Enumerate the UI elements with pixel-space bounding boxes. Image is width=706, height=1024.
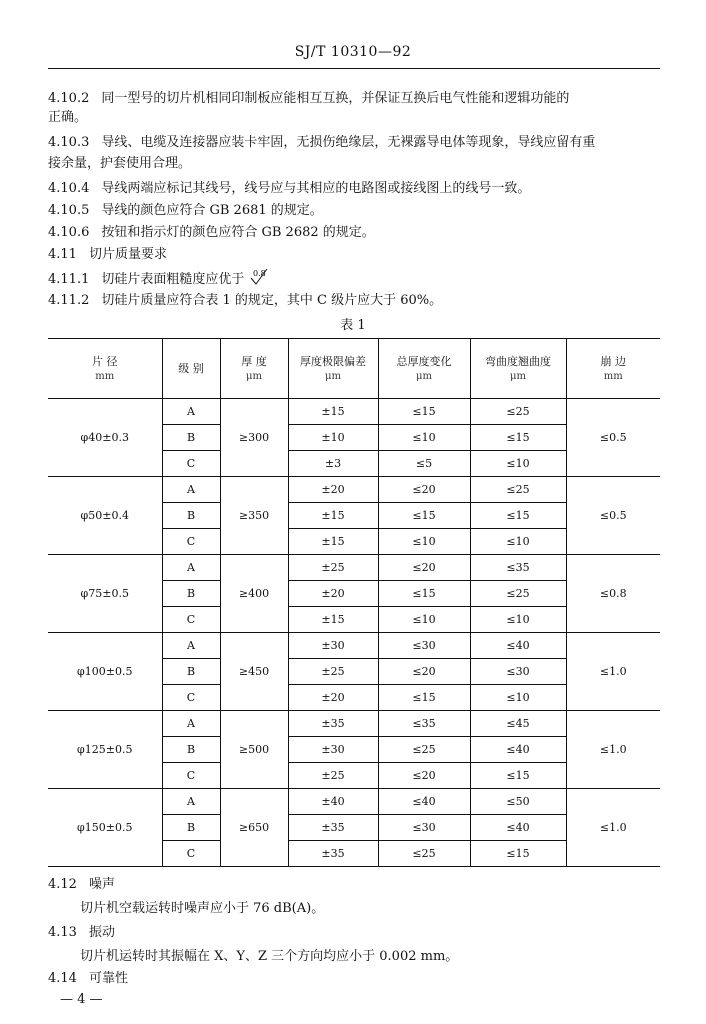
cell-grade: C bbox=[162, 763, 220, 789]
cell-thickness-deviation: ±25 bbox=[288, 555, 378, 581]
cell-total-thickness-variation: ≤40 bbox=[378, 789, 470, 815]
cell-total-thickness-variation: ≤20 bbox=[378, 659, 470, 685]
cell-total-thickness-variation: ≤20 bbox=[378, 763, 470, 789]
clause-title: 噪声 bbox=[88, 877, 115, 892]
cell-edge-chipping: ≤1.0 bbox=[566, 789, 660, 867]
header-rule bbox=[48, 68, 660, 69]
cell-total-thickness-variation: ≤15 bbox=[378, 581, 470, 607]
cell-grade: B bbox=[162, 425, 220, 451]
table-row bbox=[48, 789, 660, 815]
cell-thickness-deviation: ±40 bbox=[288, 789, 378, 815]
cell-bow-warp: ≤10 bbox=[470, 451, 566, 477]
cell-edge-chipping: ≤0.5 bbox=[566, 477, 660, 555]
table-caption: 表 1 bbox=[340, 318, 366, 333]
table-body bbox=[48, 399, 660, 867]
cell-grade: B bbox=[162, 503, 220, 529]
clause-number: 4.10.2 bbox=[48, 91, 90, 106]
clause-4-10-6 bbox=[48, 222, 660, 244]
clause-number: 4.14 bbox=[48, 971, 77, 986]
cell-grade: C bbox=[162, 451, 220, 477]
cell-bow-warp: ≤10 bbox=[470, 607, 566, 633]
cell-grade: A bbox=[162, 399, 220, 425]
cell-bow-warp: ≤15 bbox=[470, 503, 566, 529]
clause-text: 切硅片质量应符合表 1 的规定，其中 C 级片应大于 60%。 bbox=[101, 293, 443, 308]
cell-thickness-deviation: ±15 bbox=[288, 607, 378, 633]
cell-thickness-deviation: ±15 bbox=[288, 399, 378, 425]
cell-grade: C bbox=[162, 685, 220, 711]
clause-4-10-3-continued: 接余量，护套使用合理。 bbox=[48, 156, 192, 171]
cell-total-thickness-variation: ≤10 bbox=[378, 425, 470, 451]
page-header: SJ/T 10310—92 bbox=[294, 44, 412, 60]
cell-grade: C bbox=[162, 607, 220, 633]
cell-thickness-deviation: ±10 bbox=[288, 425, 378, 451]
cell-bow-warp: ≤25 bbox=[470, 581, 566, 607]
cell-total-thickness-variation: ≤15 bbox=[378, 399, 470, 425]
cell-thickness-deviation: ±25 bbox=[288, 659, 378, 685]
clause-text: 按钮和指示灯的颜色应符合 GB 2682 的规定。 bbox=[101, 225, 375, 240]
header-edge-chipping: 崩 边 mm bbox=[566, 339, 660, 399]
header-bow-warp: 弯曲度翘曲度 μm bbox=[470, 339, 566, 399]
header-thickness-deviation: 厚度极限偏差 μm bbox=[288, 339, 378, 399]
page-number: — 4 — bbox=[60, 992, 103, 1007]
cell-grade: A bbox=[162, 789, 220, 815]
cell-thickness: ≥400 bbox=[220, 555, 288, 633]
cell-thickness: ≥450 bbox=[220, 633, 288, 711]
clause-number: 4.11 bbox=[48, 247, 77, 262]
cell-bow-warp: ≤10 bbox=[470, 685, 566, 711]
cell-bow-warp: ≤50 bbox=[470, 789, 566, 815]
cell-thickness-deviation: ±25 bbox=[288, 763, 378, 789]
table-header-row bbox=[48, 339, 660, 399]
cell-total-thickness-variation: ≤10 bbox=[378, 529, 470, 555]
cell-bow-warp: ≤15 bbox=[470, 841, 566, 867]
clause-text: 同一型号的切片机相同印制板应能相互互换，并保证互换后电气性能和逻辑功能的 bbox=[101, 91, 570, 106]
cell-thickness-deviation: ±30 bbox=[288, 737, 378, 763]
clause-title: 振动 bbox=[88, 925, 115, 940]
cell-diameter: φ50±0.4 bbox=[48, 477, 162, 555]
clause-number: 4.13 bbox=[48, 925, 77, 940]
cell-total-thickness-variation: ≤15 bbox=[378, 685, 470, 711]
clause-4-10-5 bbox=[48, 200, 660, 222]
clause-number: 4.12 bbox=[48, 877, 77, 892]
cell-diameter: φ125±0.5 bbox=[48, 711, 162, 789]
clause-text: 切硅片表面粗糙度应优于 bbox=[101, 272, 245, 287]
cell-grade: C bbox=[162, 529, 220, 555]
roughness-value: 0.8 bbox=[252, 269, 266, 278]
cell-thickness-deviation: ±35 bbox=[288, 841, 378, 867]
table-row bbox=[48, 711, 660, 737]
header-thickness: 厚 度 μm bbox=[220, 339, 288, 399]
cell-thickness-deviation: ±35 bbox=[288, 815, 378, 841]
cell-total-thickness-variation: ≤10 bbox=[378, 607, 470, 633]
cell-total-thickness-variation: ≤20 bbox=[378, 555, 470, 581]
clause-number: 4.11.1 bbox=[48, 272, 90, 287]
cell-grade: B bbox=[162, 737, 220, 763]
clause-text: 导线的颜色应符合 GB 2681 的规定。 bbox=[101, 203, 323, 218]
clause-title: 可靠性 bbox=[88, 971, 128, 986]
clause-number: 4.10.3 bbox=[48, 135, 90, 150]
cell-thickness-deviation: ±15 bbox=[288, 529, 378, 555]
cell-bow-warp: ≤35 bbox=[470, 555, 566, 581]
clause-number: 4.11.2 bbox=[48, 293, 90, 308]
cell-bow-warp: ≤15 bbox=[470, 425, 566, 451]
quality-table bbox=[48, 338, 660, 867]
cell-diameter: φ40±0.3 bbox=[48, 399, 162, 477]
clause-text: 导线两端应标记其线号，线号应与其相应的电路图或接线图上的线号一致。 bbox=[101, 181, 531, 196]
clause-4-12-body: 切片机空载运转时噪声应小于 76 dB(A)。 bbox=[80, 901, 325, 916]
clause-4-11-2 bbox=[48, 290, 660, 312]
header-grade: 级 别 bbox=[162, 339, 220, 399]
clause-4-13-body: 切片机运转时其振幅在 X、Y、Z 三个方向均应小于 0.002 mm。 bbox=[80, 949, 459, 964]
cell-diameter: φ75±0.5 bbox=[48, 555, 162, 633]
cell-thickness-deviation: ±20 bbox=[288, 581, 378, 607]
cell-grade: A bbox=[162, 555, 220, 581]
cell-bow-warp: ≤45 bbox=[470, 711, 566, 737]
cell-grade: A bbox=[162, 633, 220, 659]
cell-bow-warp: ≤40 bbox=[470, 737, 566, 763]
table-row bbox=[48, 477, 660, 503]
clause-title: 切片质量要求 bbox=[88, 247, 167, 262]
cell-edge-chipping: ≤0.5 bbox=[566, 399, 660, 477]
cell-bow-warp: ≤30 bbox=[470, 659, 566, 685]
clause-4-11 bbox=[48, 244, 660, 266]
cell-thickness: ≥500 bbox=[220, 711, 288, 789]
cell-thickness: ≥650 bbox=[220, 789, 288, 867]
clause-text: 导线、电缆及连接器应装卡牢固，无损伤绝缘层，无裸露导电体等现象，导线应留有重 bbox=[101, 135, 596, 150]
clause-4-10-3 bbox=[48, 132, 660, 154]
clause-4-14 bbox=[48, 968, 660, 990]
cell-thickness: ≥300 bbox=[220, 399, 288, 477]
clause-4-10-2-continued: 正确。 bbox=[48, 110, 88, 125]
cell-thickness: ≥350 bbox=[220, 477, 288, 555]
header-total-thickness-variation: 总厚度变化 μm bbox=[378, 339, 470, 399]
cell-total-thickness-variation: ≤35 bbox=[378, 711, 470, 737]
cell-grade: A bbox=[162, 711, 220, 737]
cell-edge-chipping: ≤1.0 bbox=[566, 633, 660, 711]
cell-total-thickness-variation: ≤30 bbox=[378, 815, 470, 841]
cell-thickness-deviation: ±35 bbox=[288, 711, 378, 737]
cell-edge-chipping: ≤1.0 bbox=[566, 711, 660, 789]
cell-thickness-deviation: ±20 bbox=[288, 477, 378, 503]
cell-total-thickness-variation: ≤30 bbox=[378, 633, 470, 659]
table-row bbox=[48, 633, 660, 659]
clause-number: 4.10.6 bbox=[48, 225, 90, 240]
cell-total-thickness-variation: ≤20 bbox=[378, 477, 470, 503]
cell-bow-warp: ≤25 bbox=[470, 477, 566, 503]
table-row bbox=[48, 399, 660, 425]
cell-thickness-deviation: ±20 bbox=[288, 685, 378, 711]
cell-bow-warp: ≤10 bbox=[470, 529, 566, 555]
cell-bow-warp: ≤15 bbox=[470, 763, 566, 789]
clause-4-12 bbox=[48, 874, 660, 896]
cell-bow-warp: ≤40 bbox=[470, 815, 566, 841]
cell-total-thickness-variation: ≤15 bbox=[378, 503, 470, 529]
cell-thickness-deviation: ±30 bbox=[288, 633, 378, 659]
table-row bbox=[48, 555, 660, 581]
cell-grade: C bbox=[162, 841, 220, 867]
cell-total-thickness-variation: ≤25 bbox=[378, 737, 470, 763]
clause-4-10-4 bbox=[48, 178, 660, 200]
cell-total-thickness-variation: ≤5 bbox=[378, 451, 470, 477]
cell-total-thickness-variation: ≤25 bbox=[378, 841, 470, 867]
cell-grade: B bbox=[162, 581, 220, 607]
cell-grade: B bbox=[162, 659, 220, 685]
cell-diameter: φ150±0.5 bbox=[48, 789, 162, 867]
cell-diameter: φ100±0.5 bbox=[48, 633, 162, 711]
clause-number: 4.10.5 bbox=[48, 203, 90, 218]
cell-grade: A bbox=[162, 477, 220, 503]
cell-bow-warp: ≤25 bbox=[470, 399, 566, 425]
cell-edge-chipping: ≤0.8 bbox=[566, 555, 660, 633]
cell-bow-warp: ≤40 bbox=[470, 633, 566, 659]
clause-4-13 bbox=[48, 922, 660, 944]
cell-thickness-deviation: ±15 bbox=[288, 503, 378, 529]
header-diameter: 片 径 mm bbox=[48, 339, 162, 399]
cell-grade: B bbox=[162, 815, 220, 841]
cell-thickness-deviation: ±3 bbox=[288, 451, 378, 477]
clause-number: 4.10.4 bbox=[48, 181, 90, 196]
